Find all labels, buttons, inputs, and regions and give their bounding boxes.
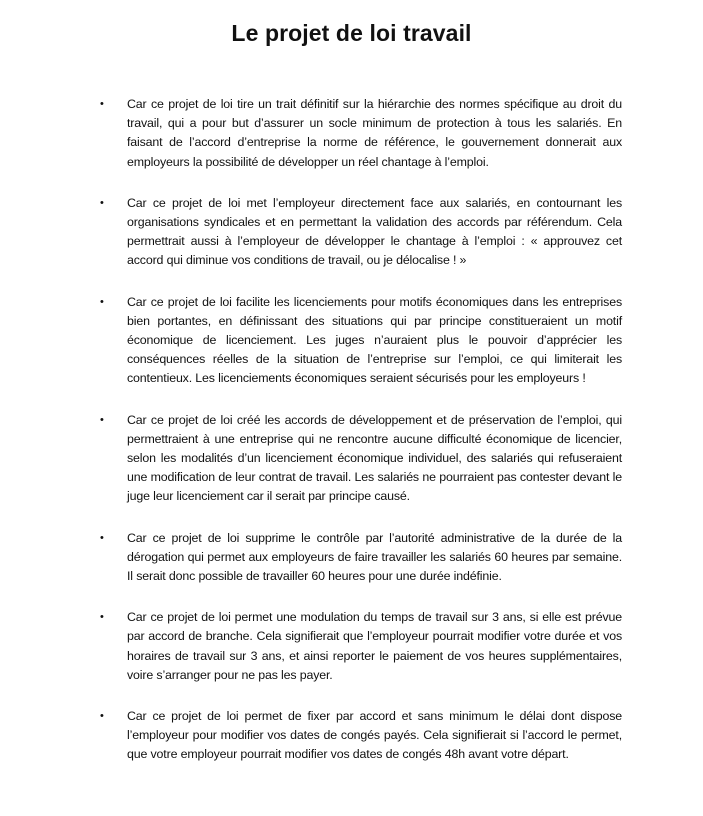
bullet-list — [0, 95, 703, 787]
list-item — [0, 194, 703, 271]
list-item-text: Car ce projet de loi créé les accords de développement et de préservation de l’emploi, qui permettraient à une entreprise qui ne rencontre aucune difficulté économique de licencier, selon les modalités d’un licenciement économique individuel, des salariés qui refuseraient une modification de leur contrat de travail. Les salariés ne pourraient pas contester devant le juge leur licenciement car il serait par principe causé. — [127, 412, 622, 504]
list-item — [0, 411, 703, 507]
bullet-icon: • — [100, 611, 104, 624]
bullet-icon: • — [100, 531, 104, 544]
list-item-text: Car ce projet de loi supprime le contrôle par l’autorité administrative de la durée de la dérogation qui permet aux employeurs de faire travailler les salariés 60 heures par semaine. Il serait donc possible de travailler 60 heures pour une durée indéfinie. — [127, 530, 622, 584]
page-title: Le projet de loi travail — [231, 20, 472, 46]
list-item-text: Car ce projet de loi met l’employeur directement face aux salariés, en contournant les organisations syndicales et en permettant la validation des accords par référendum. Cela permettrait aussi à l’employeur de développer le chantage à l’emploi : « approuvez cet accord qui diminue vos conditions de travail, ou je délocalise ! » — [127, 195, 622, 268]
list-item — [0, 95, 703, 172]
list-item — [0, 707, 703, 765]
list-item-text: Car ce projet de loi tire un trait définitif sur la hiérarchie des normes spécifique au droit du travail, qui a pour but d’assurer un socle minimum de protection à tous les salariés. En faisant de l’accord d’entreprise la norme de référence, le gouvernement donnerait aux employeurs la possibilité de développer un réel chantage à l’emploi. — [127, 97, 622, 169]
list-item-text: Car ce projet de loi permet de fixer par accord et sans minimum le délai dont dispose l’employeur pour modifier vos dates de congés payés. Cela signifierait si l’accord le permet, que votre employeur pourrait modifier vos dates de congés 48h avant votre départ. — [127, 709, 622, 762]
list-item-text: Car ce projet de loi facilite les licenciements pour motifs économiques dans les entreprises bien portantes, en définissant des situations qui par principe constitueraient un motif économique de licenciement. Les juges n’auraient plus le pouvoir d’apprécier les conséquences réelles de la situation de l’entreprise sur l’emploi, ce qui limiterait les contentieux. Les licenciements économiques seraient sécurisés pour les employeurs ! — [127, 294, 622, 386]
bullet-icon: • — [100, 413, 104, 426]
list-item-text: Car ce projet de loi permet une modulation du temps de travail sur 3 ans, si elle est prévue par accord de branche. Cela signifierait que l’employeur pourrait modifier votre durée et vos horaires de travail sur 3 ans, et ainsi reporter le paiement de vos heures supplémentaires, voire s’arranger pour ne pas les payer. — [127, 610, 622, 682]
list-item — [0, 608, 703, 685]
bullet-icon: • — [100, 98, 104, 110]
bullet-icon: • — [100, 710, 104, 723]
bullet-icon: • — [100, 295, 104, 308]
list-item — [0, 529, 703, 587]
bullet-icon: • — [100, 196, 104, 209]
list-item — [0, 293, 703, 389]
